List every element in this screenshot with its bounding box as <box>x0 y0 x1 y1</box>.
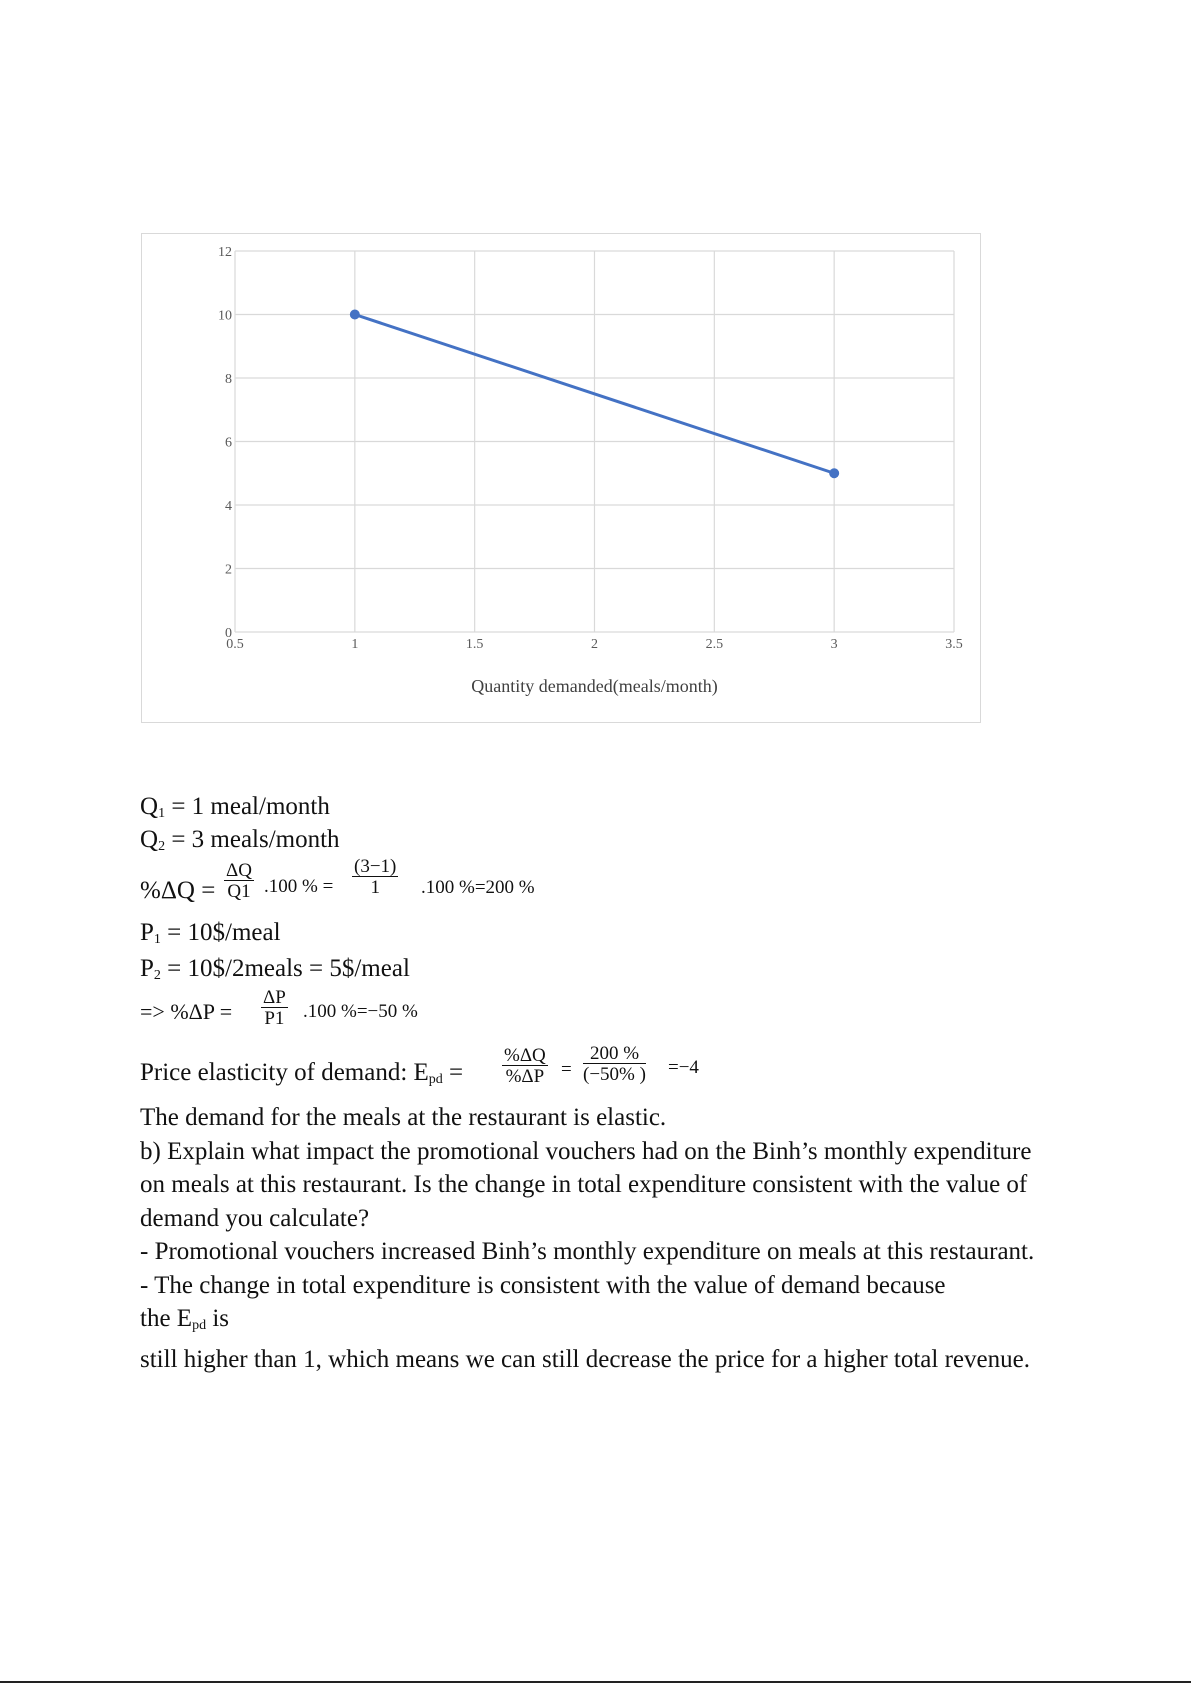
y-tick-label: 12 <box>218 245 232 260</box>
pct-q-mid: .100 % = <box>264 876 334 897</box>
q2-line: $Q_2 = 3$ meals/month <box>140 826 340 854</box>
elasticity-fraction-1: $\frac{\%\Delta Q}{\%\Delta P}$ <box>504 1045 546 1087</box>
x-tick-label: 2 <box>591 637 598 652</box>
answer-text <box>140 1101 1040 1376</box>
answer-b-point-1: - Promotional vouchers increased Binh’s monthly expenditure on meals at this restaurant. <box>140 1238 1035 1265</box>
answer-b-epd-line: the $E_{pd}$ is <box>140 1305 230 1333</box>
x-tick-label: 0.5 <box>226 637 244 652</box>
pct-q-rhs: .100 %=200 % <box>421 877 535 898</box>
p1-line: $P_1$ = 10$/meal <box>140 919 281 947</box>
elasticity-lhs: Price elasticity of demand: $E_{pd}$ = <box>140 1059 464 1087</box>
pct-q-fraction-1: $\frac{\Delta Q}{Q1}$ <box>226 860 252 902</box>
pct-q-fraction-2: $\frac{(3-1)}{1}$ <box>354 856 397 898</box>
demand-chart <box>141 233 981 723</box>
p2-line: $P_2$ = 10$/2meals = 5$/meal <box>140 955 410 983</box>
demand-chart-svg <box>142 234 982 724</box>
x-tick-label: 3.5 <box>945 637 963 652</box>
y-tick-label: 2 <box>225 562 232 578</box>
pct-p-fraction: $\frac{\Delta P}{P1}$ <box>263 987 286 1029</box>
pct-p-rhs: .100 %=−50 % <box>303 1001 418 1022</box>
chart-tick-labels <box>218 245 963 652</box>
question-b: b) Explain what impact the promotional vouchers had on the Binh’s monthly expenditure on meals at this restaurant. Is the change in total expenditure consistent with the value of demand you calculate? <box>140 1137 1032 1232</box>
y-tick-label: 0 <box>225 626 232 641</box>
elasticity-result: =−4 <box>668 1057 699 1078</box>
x-tick-label: 1.5 <box>465 637 484 652</box>
data-point <box>829 468 839 478</box>
data-point <box>350 310 360 320</box>
x-tick-label: 3 <box>830 637 838 652</box>
y-tick-label: 8 <box>225 372 232 387</box>
elasticity-eq-2: = <box>561 1059 572 1080</box>
x-tick-label: 2.5 <box>705 637 724 652</box>
elasticity-fraction-2: $\frac{200 \%}{(-50\% )}$ <box>583 1043 646 1085</box>
q1-line: $Q_1 = 1$ meal/month <box>140 793 330 821</box>
x-axis-title: Quantity demanded(meals/month) <box>471 676 718 696</box>
answer-b-revenue-line: still higher than 1, which means we can still decrease the price for a higher total revenue. <box>140 1345 1030 1373</box>
y-tick-label: 4 <box>225 499 232 514</box>
pct-p-lhs: => %ΔP = <box>140 999 233 1024</box>
chart-gridlines <box>235 251 954 632</box>
elastic-conclusion: The demand for the meals at the restaurant is elastic. <box>140 1104 667 1131</box>
y-tick-label: 6 <box>225 435 232 451</box>
y-tick-label: 10 <box>218 308 232 324</box>
x-tick-label: 1 <box>351 637 359 652</box>
answer-b-point-2: - The change in total expenditure is consistent with the value of demand because <box>140 1271 946 1299</box>
page-bottom-rule <box>0 1681 1191 1683</box>
pct-q-lhs: %ΔQ = <box>140 877 216 904</box>
